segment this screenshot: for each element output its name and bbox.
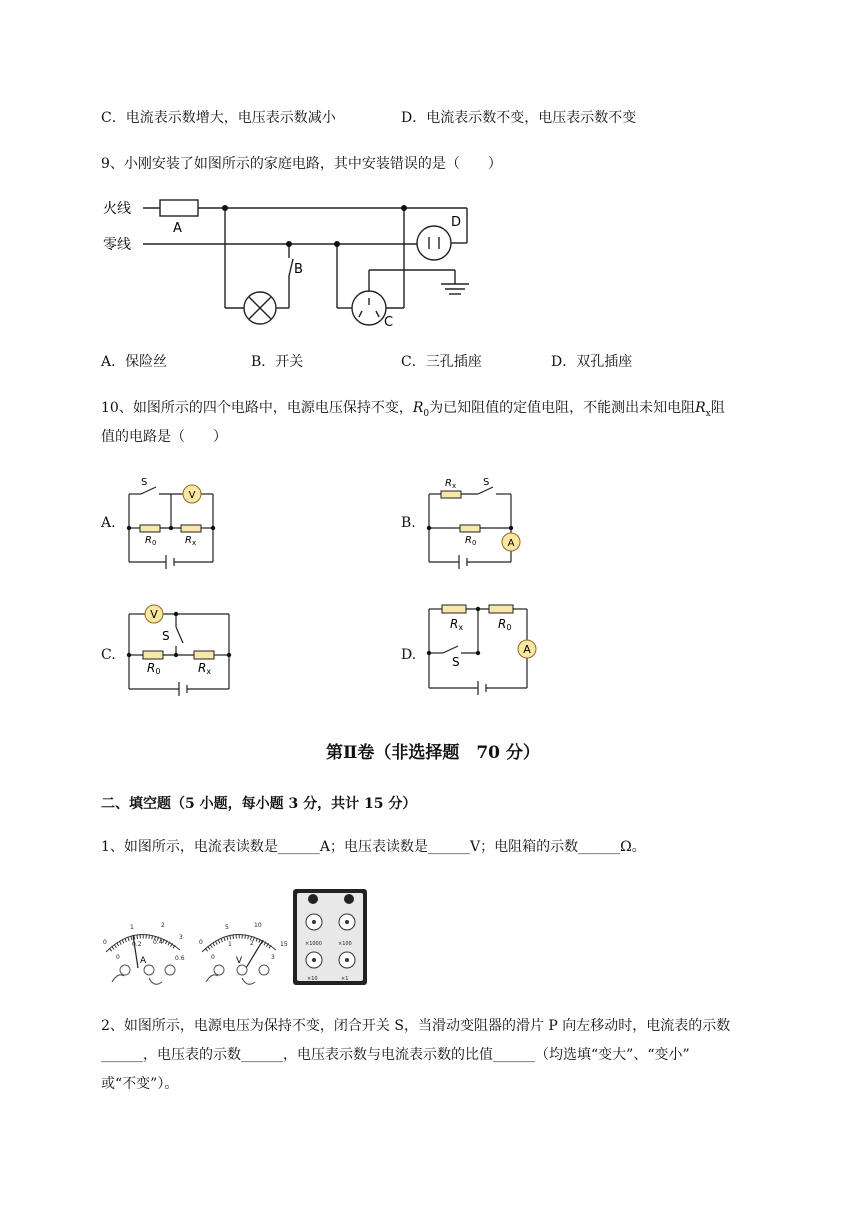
q9-live-wire-label: 火线 (103, 201, 131, 217)
q9-switch-label: B (294, 262, 303, 277)
q10-option-c-label: C. (101, 647, 116, 663)
voltmeter-tick-0: 0 (211, 954, 215, 961)
q9-stem: 9、小刚安装了如图所示的家庭电路，其中安装错误的是（ ） (101, 156, 502, 172)
q10a-voltmeter-label: V (188, 490, 196, 501)
q9-option-c: C．三孔插座 (401, 354, 482, 370)
q10c-voltmeter-label: V (150, 608, 158, 621)
q9-neutral-wire-label: 零线 (103, 237, 131, 253)
f2-line1: 2、如图所示，电源电压为保持不变，闭合开关 S，当滑动变阻器的滑片 P 向左移动时，电流表的示数 (101, 1018, 731, 1034)
resistance-box-illustration (293, 889, 367, 985)
q10-option-b-label: B. (401, 515, 416, 531)
voltmeter-big-tick-0: 0 (199, 939, 203, 946)
q10-option-a-label: A. (101, 515, 116, 531)
ammeter-tick-04: 0.4 (153, 939, 163, 946)
ammeter-big-tick-1: 1 (130, 924, 134, 931)
q9-option-d: D．双孔插座 (551, 354, 633, 370)
q10-stem-line2: 值的电路是（ ） (101, 429, 227, 445)
q10a-switch-label: S (141, 477, 148, 488)
section-2-heading: 二、填空题（5 小题，每小题 3 分，共计 15 分） (101, 796, 417, 812)
voltmeter-tick-3: 3 (271, 954, 275, 961)
q10a-rx-label: R (185, 535, 192, 546)
voltmeter-big-tick-10: 10 (254, 922, 262, 929)
q10a-r0-label: R (145, 535, 152, 546)
q9-option-b: B．开关 (251, 354, 304, 370)
box-mult-100: ×100 (338, 941, 352, 947)
voltmeter-tick-2: 2 (250, 940, 254, 947)
q10d-rx-label: R (450, 617, 459, 631)
q8-option-d: D．电流表示数不变，电压表示数不变 (401, 110, 637, 126)
q10-option-d-label: D. (401, 647, 417, 663)
svg-text:R0: $R_0$ (465, 535, 477, 547)
q10c-rx-label: R (198, 661, 207, 675)
voltmeter-big-tick-15: 15 (280, 941, 288, 948)
box-mult-1: ×1 (341, 976, 349, 982)
q10b-switch-label: S (483, 477, 490, 488)
q9-two-hole-socket-label: D (451, 215, 462, 230)
ammeter-unit-label: A (140, 956, 147, 966)
q9-three-hole-socket-label: C (384, 315, 394, 330)
f1-stem: 1、如图所示，电流表读数是______A；电压表读数是______V；电阻箱的示数______Ω。 (101, 839, 646, 855)
svg-text:Rx: $R_x$ (445, 478, 457, 490)
q10b-r0-label: R (465, 535, 472, 546)
svg-text:R0: $R_0$ (145, 535, 157, 547)
q9-option-a: A．保险丝 (101, 354, 168, 370)
svg-text:R0: R0 (147, 661, 161, 676)
box-mult-10: ×10 (307, 976, 318, 982)
q9-fuse-label: A (173, 221, 182, 236)
q10d-r0-label: R (498, 617, 507, 631)
q10c-switch-label: S (162, 629, 170, 643)
q10d-ammeter-label: A (523, 643, 531, 656)
voltmeter-tick-1: 1 (228, 941, 232, 948)
q10b-ammeter-label: A (507, 538, 515, 549)
section-2-title: 第Ⅱ卷（非选择题 70 分） (326, 743, 540, 763)
svg-text:Rx: Rx (450, 617, 464, 632)
svg-text:Rx: Rx (198, 661, 212, 676)
q10b-rx-label: R (445, 478, 452, 489)
q10-stem-line1: 10、如图所示的四个电路中，电源电压保持不变，$R_0$为已知阻值的定值电阻，不能测出未知电阻$R_x$阻 (101, 400, 725, 419)
q10c-r0-label: R (147, 661, 156, 675)
ammeter-big-tick-0: 0 (103, 939, 107, 946)
voltmeter-big-tick-5: 5 (225, 924, 229, 931)
svg-text:Rx: $R_x$ (185, 535, 197, 547)
f2-line3: 或“不变”）。 (101, 1076, 179, 1092)
svg-text:R0: R0 (498, 617, 512, 632)
ammeter-big-tick-2: 2 (161, 922, 165, 929)
f2-line2: ______，电压表的示数______，电压表示数与电流表示数的比值______（均选填“变大”、“变小” (101, 1047, 690, 1063)
ammeter-tick-0: 0 (116, 954, 120, 961)
ammeter-tick-06: 0.6 (175, 955, 185, 962)
box-mult-1000: ×1000 (305, 941, 322, 947)
ammeter-tick-02: 0.2 (132, 941, 142, 948)
voltmeter-unit-label: V (236, 956, 243, 966)
q8-option-c: C．电流表示数增大，电压表示数减小 (101, 110, 336, 126)
q10d-switch-label: S (452, 655, 460, 669)
ammeter-big-tick-3: 3 (179, 934, 183, 941)
